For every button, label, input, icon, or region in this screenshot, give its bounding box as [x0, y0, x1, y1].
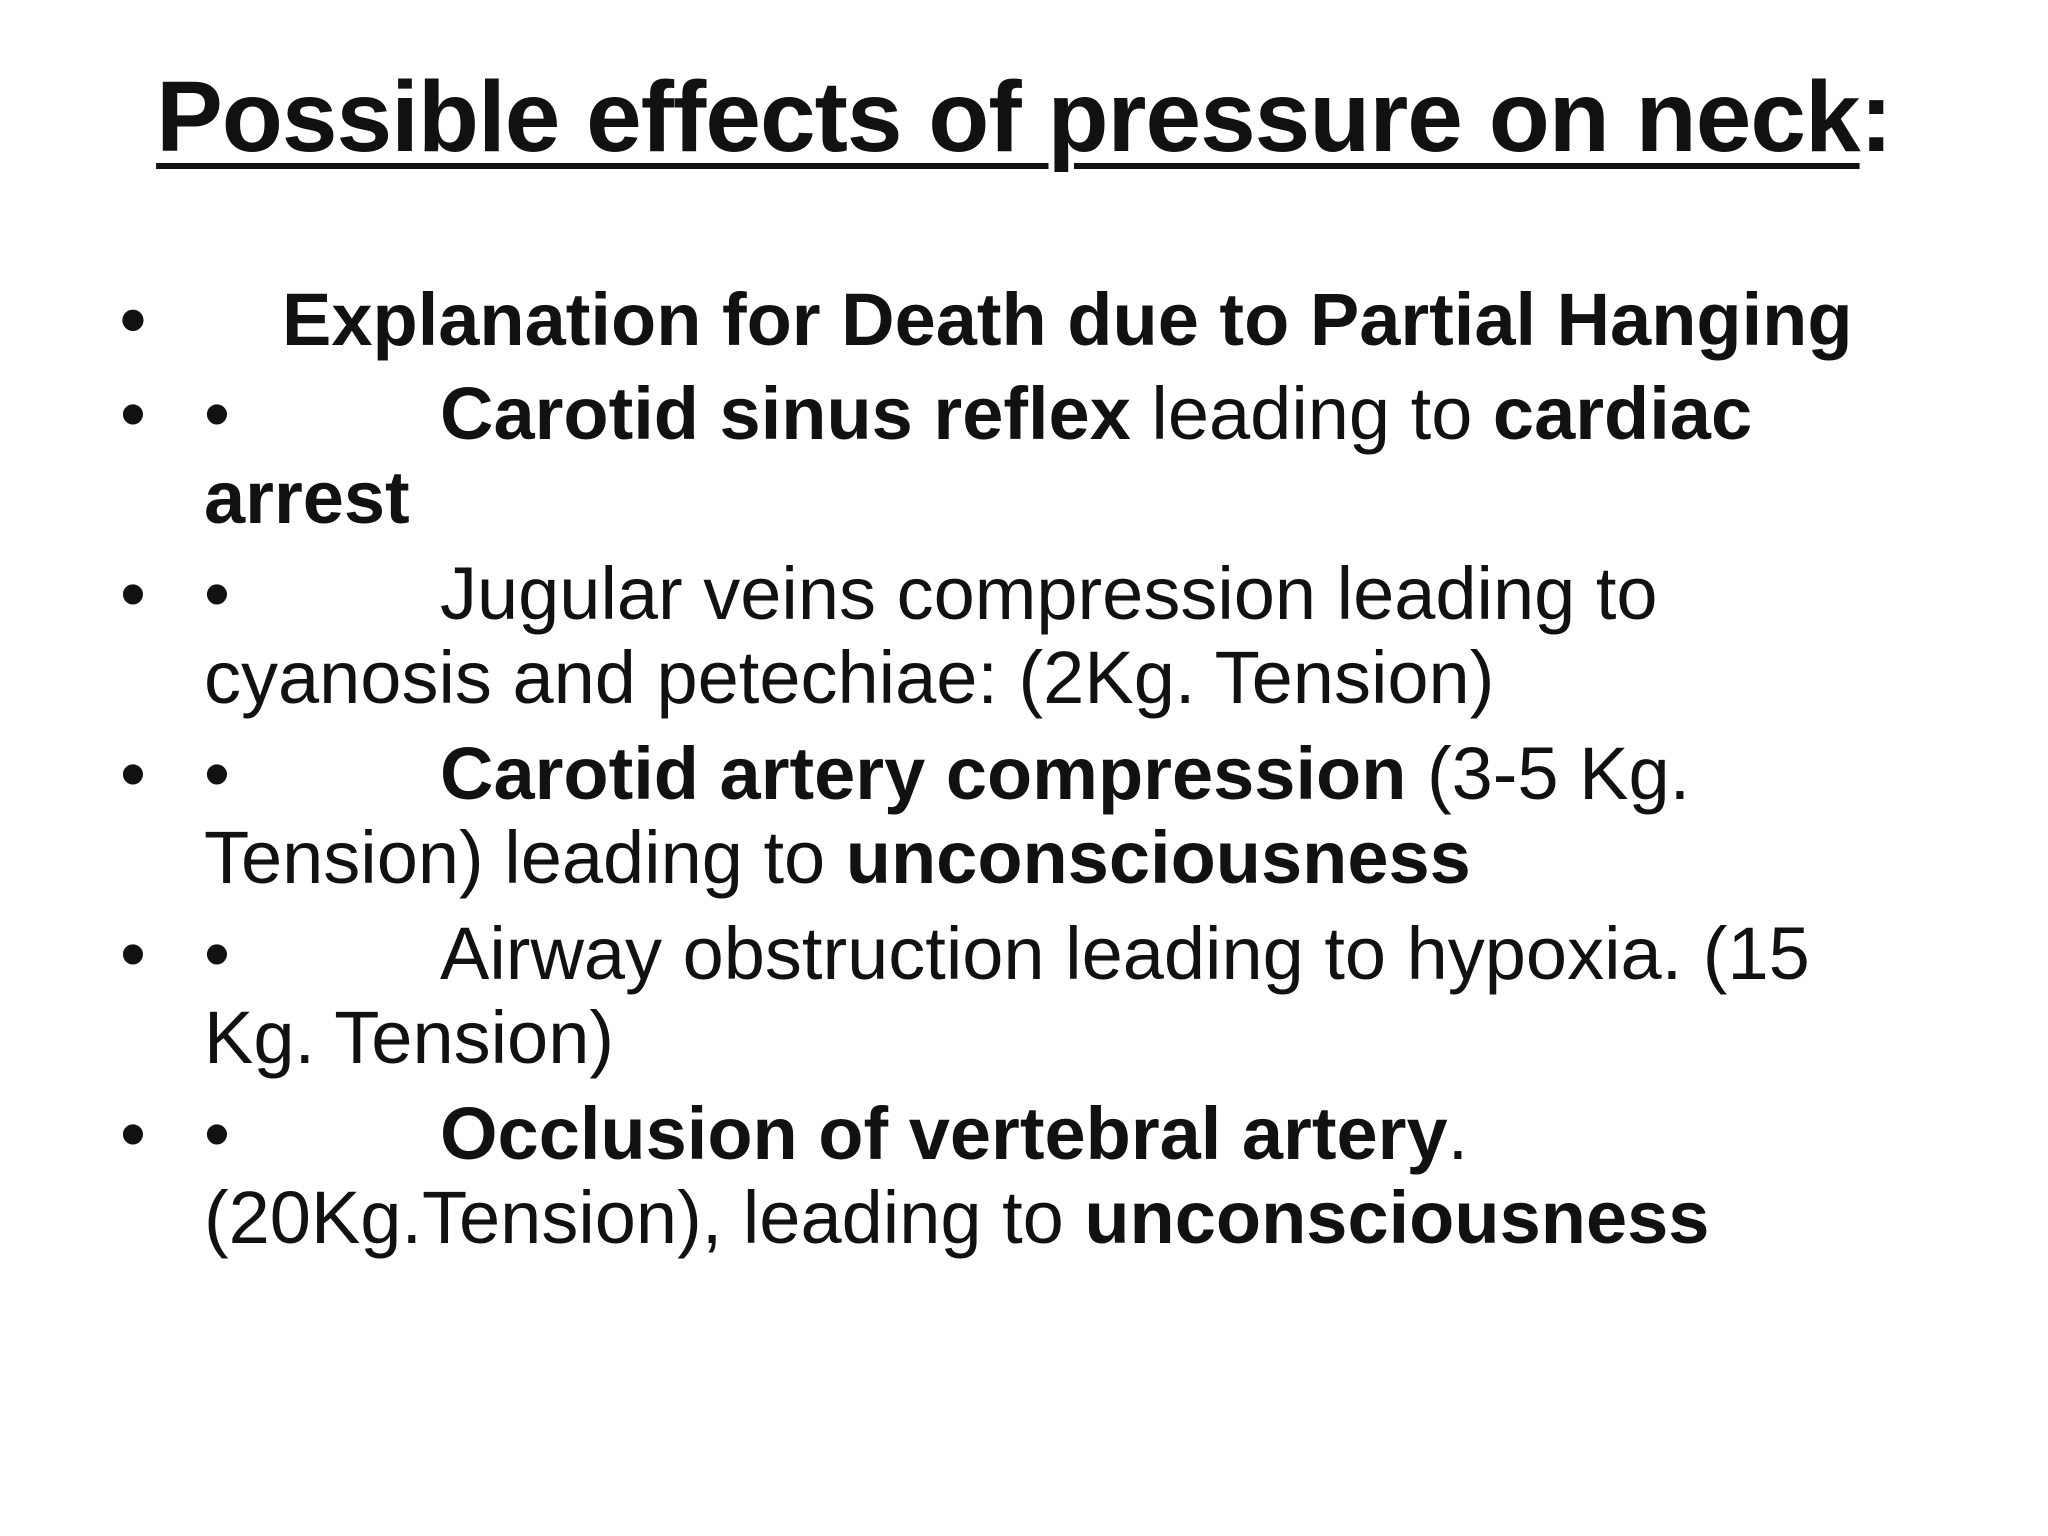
bullet-icon: • — [120, 278, 146, 361]
bullet-icon: • — [120, 732, 146, 815]
inner-bullet-icon: • — [204, 372, 230, 455]
slide-title — [0, 62, 2048, 172]
inner-bullet-icon: • — [204, 912, 230, 995]
bullet-icon: • — [120, 912, 146, 995]
item-bold-text: unconsciousness — [1084, 1176, 1710, 1259]
bullet-list — [120, 278, 1940, 1272]
heading-text: Explanation for Death due to Partial Hanging — [282, 278, 1853, 361]
list-item — [120, 372, 1940, 540]
list-item — [120, 1092, 1940, 1260]
item-bold-text: Carotid sinus reflex — [440, 372, 1131, 455]
item-bold-text: cardiac arrest — [204, 372, 1753, 539]
inner-bullet-icon: • — [204, 1092, 230, 1175]
item-text: leading to — [1130, 372, 1493, 455]
bullet-icon: • — [120, 552, 146, 635]
item-text: (3-5 Kg. Tension) leading to — [204, 732, 1691, 899]
item-bold-text: Occlusion of vertebral artery — [440, 1092, 1448, 1175]
item-bold-text: unconsciousness — [845, 816, 1471, 899]
title-colon: : — [1859, 61, 1892, 173]
item-text: Jugular veins compression leading to cyanosis and petechiae: (2Kg. Tension) — [204, 552, 1658, 719]
bullet-icon: • — [120, 372, 146, 455]
list-heading — [120, 278, 1940, 362]
bullet-icon: • — [120, 1092, 146, 1175]
list-item — [120, 732, 1940, 900]
inner-bullet-icon: • — [204, 732, 230, 815]
list-item — [120, 912, 1940, 1080]
item-text: Airway obstruction leading to hypoxia. (15 Kg. Tension) — [204, 912, 1810, 1079]
title-text: Possible effects of pressure on neck — [156, 61, 1860, 173]
list-item — [120, 552, 1940, 720]
item-text: . (20Kg.Tension), leading to — [204, 1092, 1469, 1259]
inner-bullet-icon: • — [204, 552, 230, 635]
item-bold-text: Carotid artery compression — [440, 732, 1407, 815]
